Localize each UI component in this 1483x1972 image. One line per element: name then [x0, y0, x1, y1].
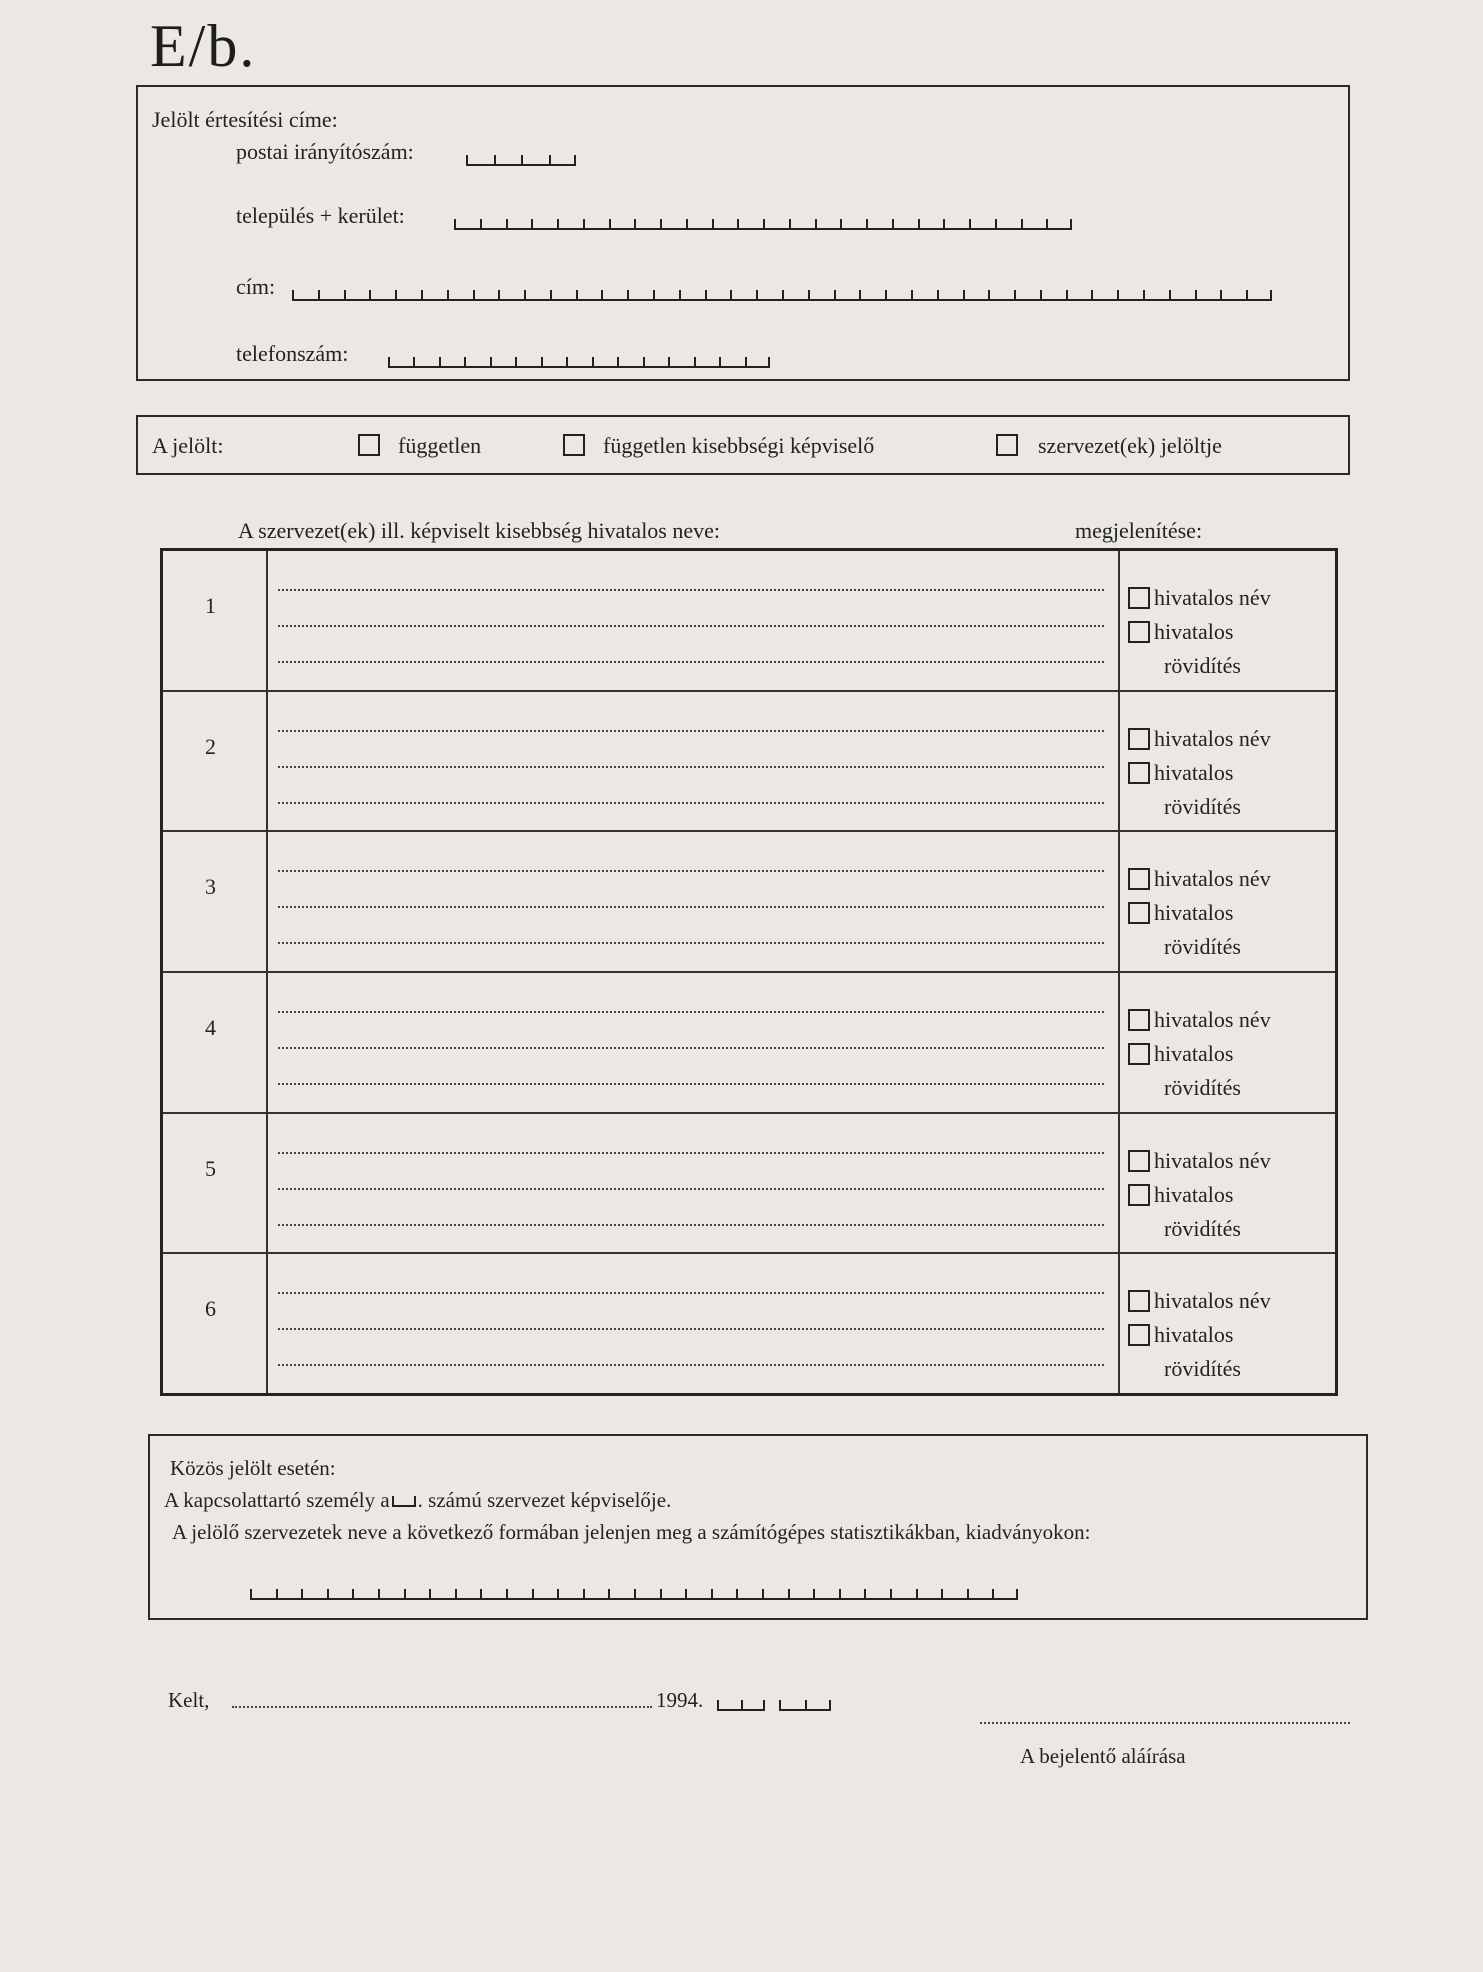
- org-name-cell: [267, 972, 1119, 1113]
- official-abbreviation-checkbox[interactable]: [1128, 902, 1150, 924]
- org-name-line[interactable]: [278, 591, 1104, 627]
- postal-code-label: postai irányítószám:: [236, 139, 414, 164]
- official-abbreviation-checkbox[interactable]: [1128, 621, 1150, 643]
- official-name-checkbox[interactable]: [1128, 587, 1150, 609]
- table-row: [162, 691, 1337, 832]
- official-abbreviation-label-2: rövidítés: [1164, 934, 1241, 960]
- display-option-cell: [1119, 691, 1337, 832]
- joint-candidate-box: [148, 1434, 1368, 1620]
- contact-org-text-before: A kapcsolattartó személy a: [164, 1488, 390, 1512]
- row-number-cell: [162, 972, 268, 1113]
- official-abbreviation-label: hivatalos: [1154, 1040, 1234, 1066]
- contact-address-box: [136, 85, 1350, 381]
- org-name-header: A szervezet(ek) ill. képviselt kisebbség hivatalos neve:: [238, 518, 721, 543]
- phone-field[interactable]: [388, 352, 770, 368]
- org-name-cell: [267, 691, 1119, 832]
- month-field[interactable]: [717, 1695, 765, 1711]
- row-number-cell: [162, 550, 268, 691]
- org-name-cell: [267, 831, 1119, 972]
- display-option-cell: [1119, 1253, 1337, 1394]
- independent-minority-checkbox[interactable]: [563, 434, 585, 456]
- official-abbreviation-label-2: rövidítés: [1164, 1356, 1241, 1382]
- official-abbreviation-checkbox[interactable]: [1128, 762, 1150, 784]
- official-abbreviation-label: hivatalos: [1154, 1181, 1234, 1207]
- official-abbreviation-label: hivatalos: [1154, 619, 1234, 644]
- display-option-cell: [1119, 550, 1337, 691]
- row-number-cell: [162, 1253, 268, 1394]
- official-abbreviation-label-2: rövidítés: [1164, 1215, 1241, 1241]
- organization-candidate-label: szervezet(ek) jelöltje: [1038, 433, 1222, 458]
- org-name-line[interactable]: [278, 732, 1104, 768]
- row-number-cell: [162, 691, 268, 832]
- contact-org-line: [164, 1488, 671, 1513]
- row-number: 6: [205, 1296, 216, 1322]
- address-label: cím:: [236, 274, 276, 299]
- org-name-line[interactable]: [278, 908, 1104, 944]
- org-name-line[interactable]: [278, 768, 1104, 804]
- org-name-line[interactable]: [278, 836, 1104, 872]
- official-name-checkbox[interactable]: [1128, 868, 1150, 890]
- org-name-line[interactable]: [278, 1258, 1104, 1294]
- phone-label: telefonszám:: [236, 341, 349, 366]
- org-name-line[interactable]: [278, 1330, 1104, 1366]
- org-name-cell: [267, 1253, 1119, 1394]
- year-label: 1994.: [656, 1688, 704, 1712]
- official-name-checkbox[interactable]: [1128, 1150, 1150, 1172]
- org-names-display-field[interactable]: [250, 1584, 1018, 1600]
- row-number: 2: [205, 733, 216, 759]
- postal-code-field[interactable]: [466, 150, 576, 166]
- official-abbreviation-checkbox[interactable]: [1128, 1184, 1150, 1206]
- org-names-display-text: A jelölő szervezetek neve a következő formában jelenjen meg a számítógépes statisztikákban, kiadványokon:: [172, 1520, 1091, 1544]
- official-abbreviation-label: hivatalos: [1154, 1322, 1234, 1348]
- independent-minority-label: független kisebbségi képviselő: [603, 433, 875, 458]
- display-option-cell: [1119, 831, 1337, 972]
- org-name-line[interactable]: [278, 1118, 1104, 1154]
- organizations-table-body: [162, 550, 1337, 1395]
- org-name-line[interactable]: [278, 696, 1104, 732]
- org-name-line[interactable]: [278, 1190, 1104, 1226]
- org-name-line[interactable]: [278, 1154, 1104, 1190]
- table-row: [162, 831, 1337, 972]
- official-abbreviation-label-2: rövidítés: [1164, 653, 1241, 678]
- official-name-label: hivatalos név: [1154, 866, 1271, 892]
- organization-candidate-checkbox[interactable]: [996, 434, 1018, 456]
- candidate-type-box: [136, 415, 1350, 475]
- org-name-line[interactable]: [278, 627, 1104, 663]
- row-number: 3: [205, 874, 216, 900]
- day-field[interactable]: [779, 1695, 831, 1711]
- independent-checkbox[interactable]: [358, 434, 380, 456]
- official-name-label: hivatalos név: [1154, 1006, 1271, 1032]
- row-number: 5: [205, 1155, 216, 1181]
- table-row: [162, 1253, 1337, 1394]
- city-district-field[interactable]: [454, 214, 1072, 230]
- contact-org-number-field[interactable]: [392, 1495, 416, 1507]
- signature-label: A bejelentő aláírása: [1020, 1744, 1186, 1768]
- table-row: [162, 550, 1337, 691]
- form-code: E/b.: [150, 13, 257, 79]
- joint-heading: Közös jelölt esetén:: [170, 1456, 336, 1480]
- row-number: 1: [205, 593, 216, 618]
- org-name-line[interactable]: [278, 555, 1104, 591]
- official-name-label: hivatalos név: [1154, 1288, 1271, 1314]
- kelt-place-field[interactable]: [232, 1706, 652, 1708]
- address-field[interactable]: [292, 285, 1272, 301]
- org-name-line[interactable]: [278, 1049, 1104, 1085]
- official-name-label: hivatalos név: [1154, 1147, 1271, 1173]
- official-name-label: hivatalos név: [1154, 585, 1271, 610]
- org-name-line[interactable]: [278, 1294, 1104, 1330]
- official-abbreviation-checkbox[interactable]: [1128, 1324, 1150, 1346]
- official-name-checkbox[interactable]: [1128, 1009, 1150, 1031]
- org-name-cell: [267, 1113, 1119, 1254]
- official-name-checkbox[interactable]: [1128, 1290, 1150, 1312]
- official-abbreviation-label-2: rövidítés: [1164, 1074, 1241, 1100]
- table-row: [162, 1113, 1337, 1254]
- row-number-cell: [162, 1113, 268, 1254]
- display-option-cell: [1119, 1113, 1337, 1254]
- org-name-cell: [267, 550, 1119, 691]
- row-number: 4: [205, 1014, 216, 1040]
- independent-label: független: [398, 433, 482, 458]
- org-name-line[interactable]: [278, 977, 1104, 1013]
- table-row: [162, 972, 1337, 1113]
- city-district-label: település + kerület:: [236, 203, 405, 228]
- official-abbreviation-label: hivatalos: [1154, 900, 1234, 926]
- official-abbreviation-label: hivatalos: [1154, 759, 1234, 785]
- contact-org-text-after: . számú szervezet képviselője.: [417, 1488, 672, 1512]
- candidate-label: A jelölt:: [152, 433, 224, 458]
- display-header: megjelenítése:: [1075, 518, 1203, 543]
- official-name-label: hivatalos név: [1154, 725, 1271, 751]
- org-name-line[interactable]: [278, 1013, 1104, 1049]
- display-option-cell: [1119, 972, 1337, 1113]
- organizations-table: [160, 548, 1338, 1396]
- row-number-cell: [162, 831, 268, 972]
- official-name-checkbox[interactable]: [1128, 728, 1150, 750]
- official-abbreviation-label-2: rövidítés: [1164, 793, 1241, 819]
- official-abbreviation-checkbox[interactable]: [1128, 1043, 1150, 1065]
- org-name-line[interactable]: [278, 872, 1104, 908]
- contact-heading: Jelölt értesítési címe:: [152, 107, 338, 132]
- kelt-label: Kelt,: [168, 1688, 210, 1712]
- signature-line[interactable]: [980, 1722, 1350, 1724]
